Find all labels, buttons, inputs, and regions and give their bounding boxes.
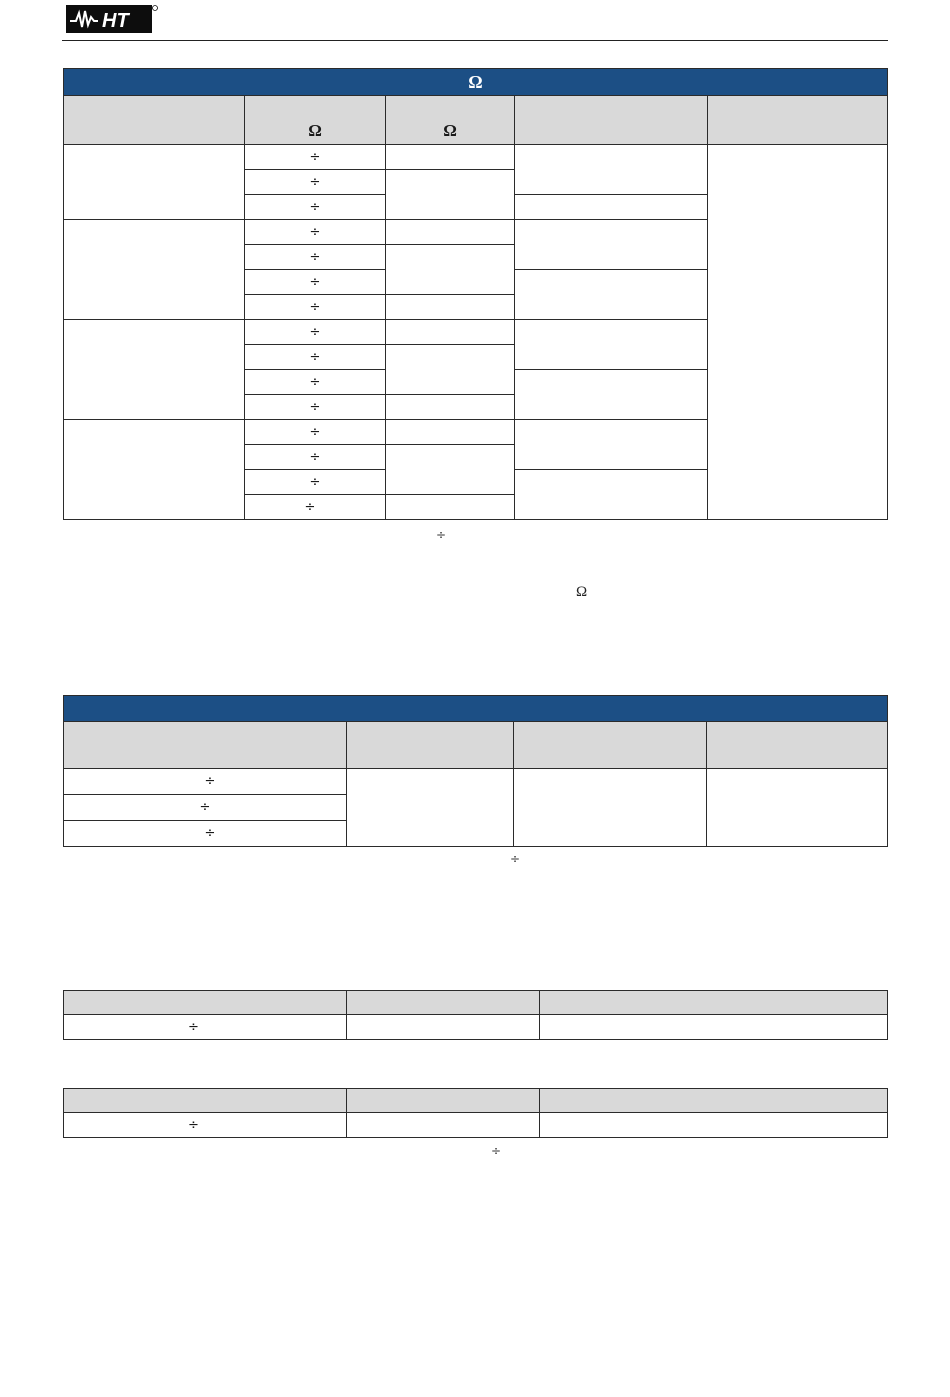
table-1-header-4 <box>515 96 708 145</box>
table-2-header-1 <box>64 722 347 769</box>
table-2-resolution <box>347 769 514 847</box>
table-2-range: ÷ <box>64 821 347 847</box>
table-4-accuracy <box>540 1113 888 1138</box>
table-2-title <box>64 696 888 722</box>
table-4-resolution <box>347 1113 540 1138</box>
table-1-accuracy <box>515 370 708 420</box>
table-3-accuracy <box>540 1015 888 1040</box>
table-1-range: ÷ <box>245 470 386 495</box>
table-2-range: ÷ <box>64 795 347 821</box>
table-1-range: ÷ <box>245 245 386 270</box>
table-1-notes-column <box>708 145 888 520</box>
logo-text: HT <box>102 10 129 32</box>
header-rule <box>62 40 888 41</box>
ht-logo <box>66 5 158 35</box>
table-1-accuracy <box>515 420 708 470</box>
table-1-range: ÷ <box>245 445 386 470</box>
table-1-group-3 <box>64 320 245 420</box>
table-1-group-4 <box>64 420 245 520</box>
table-1-group-1 <box>64 145 245 220</box>
table-1-range: ÷ <box>245 495 386 520</box>
table-3-header-1 <box>64 991 347 1015</box>
table-4 <box>63 1088 888 1138</box>
table-1-range: ÷ <box>245 295 386 320</box>
table-1-resolution <box>386 320 515 345</box>
table-2-header-2 <box>347 722 514 769</box>
table-1-header-3: Ω <box>386 96 515 145</box>
table-1-footnote: ÷ <box>436 528 447 542</box>
table-1-resolution <box>386 220 515 245</box>
table-1-resolution <box>386 445 515 495</box>
table-4-range: ÷ <box>64 1113 347 1138</box>
registered-icon <box>153 6 158 11</box>
table-1-range: ÷ <box>245 145 386 170</box>
table-1-resolution <box>386 245 515 295</box>
table-1-resolution <box>386 295 515 320</box>
table-1-range: ÷ <box>245 170 386 195</box>
table-4-header-1 <box>64 1089 347 1113</box>
table-1-accuracy <box>515 195 708 220</box>
table-1-accuracy <box>515 220 708 270</box>
table-1-range: ÷ <box>245 370 386 395</box>
table-4-header-3 <box>540 1089 888 1113</box>
table-1-header-1 <box>64 96 245 145</box>
table-1-title: Ω <box>64 69 888 96</box>
table-1-range: ÷ <box>245 270 386 295</box>
table-1-range: ÷ <box>245 320 386 345</box>
table-2-notes <box>707 769 888 847</box>
table-3-range: ÷ <box>64 1015 347 1040</box>
table-1-resolution <box>386 395 515 420</box>
table-1-accuracy <box>515 270 708 320</box>
table-1-resolution <box>386 145 515 170</box>
table-1-range: ÷ <box>245 420 386 445</box>
table-1-header-2: Ω <box>245 96 386 145</box>
table-3-header-2 <box>347 991 540 1015</box>
table-2-range: ÷ <box>64 769 347 795</box>
table-1-resolution <box>386 170 515 220</box>
table-1 <box>63 68 888 520</box>
table-4-header-2 <box>347 1089 540 1113</box>
table-2 <box>63 695 888 847</box>
table-4-footnote: ÷ <box>491 1144 502 1158</box>
table-1-range: ÷ <box>245 345 386 370</box>
table-1-range: ÷ <box>245 220 386 245</box>
table-3 <box>63 990 888 1040</box>
table-1-range: ÷ <box>245 195 386 220</box>
table-1-range: ÷ <box>245 395 386 420</box>
table-3-resolution <box>347 1015 540 1040</box>
table-1-accuracy <box>515 470 708 520</box>
table-2-header-3 <box>514 722 707 769</box>
table-1-resolution <box>386 495 515 520</box>
table-1-header-5 <box>708 96 888 145</box>
table-1-accuracy <box>515 320 708 370</box>
table-1-accuracy <box>515 145 708 195</box>
table-1-resolution <box>386 420 515 445</box>
table-1-group-2 <box>64 220 245 320</box>
table-2-footnote: ÷ <box>510 852 521 866</box>
table-3-header-3 <box>540 991 888 1015</box>
omega-note: Ω <box>576 584 588 600</box>
table-1-resolution <box>386 345 515 395</box>
table-2-header-4 <box>707 722 888 769</box>
table-2-accuracy <box>514 769 707 847</box>
